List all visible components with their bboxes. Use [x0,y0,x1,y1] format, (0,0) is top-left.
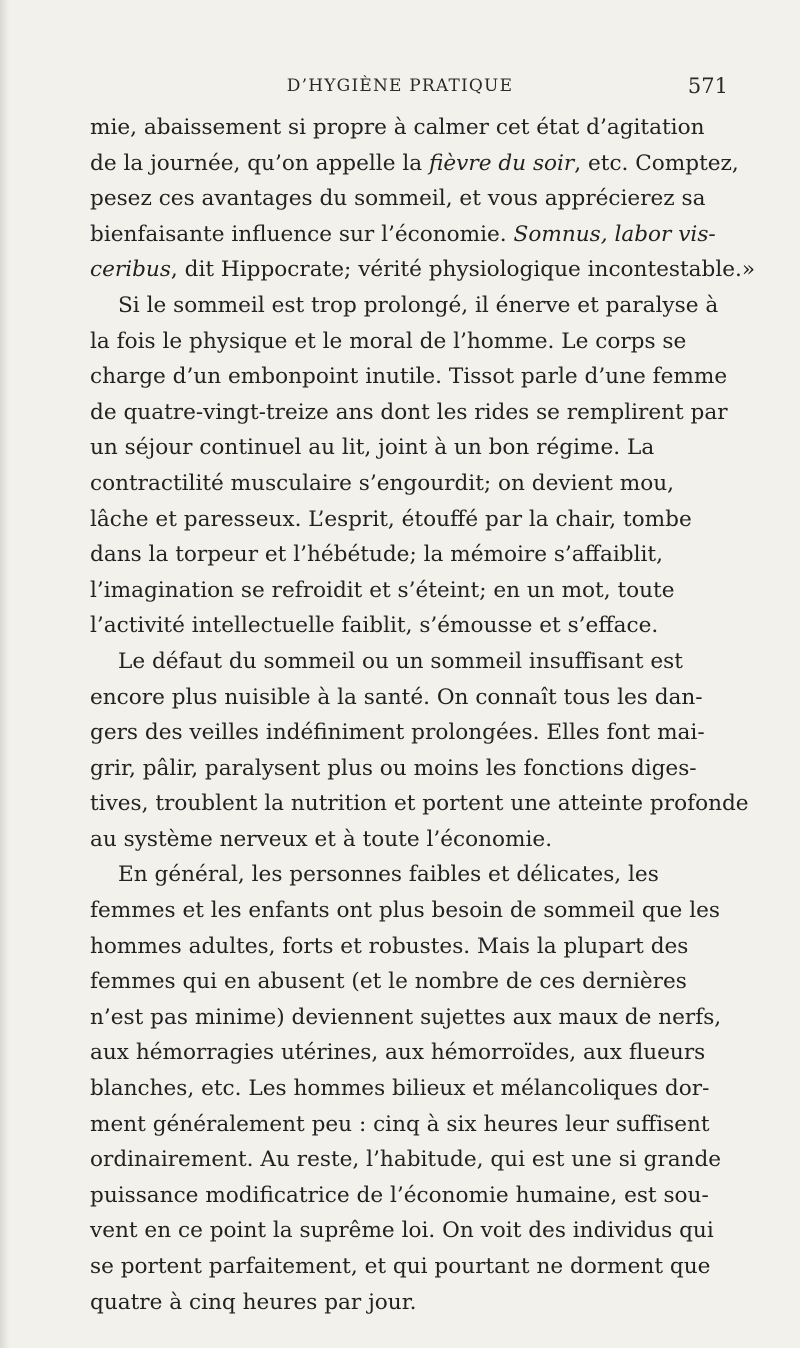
text-fragment: , etc. Comptez, [574,150,739,176]
running-head: D’HYGIÈNE PRATIQUE [286,76,514,96]
paragraph-start: Le défaut du sommeil ou un sommeil insuffisant est [118,648,683,674]
text-line: blanches, etc. Les hommes bilieux et mélancoliques dor- [90,1076,710,1102]
text-line: quatre à cinq heures par jour. [90,1289,417,1315]
text-line: se portent parfaitement, et qui pourtant ne dorment que [90,1254,711,1279]
paragraph-start: Si le sommeil est trop prolongé, il énerve et paralyse à [118,292,719,318]
text-line: mie, abaissement si propre à calmer cet état d’agitation [90,115,705,140]
text-line: n’est pas minime) deviennent sujettes aux maux de nerfs, [90,1004,722,1030]
italic-quote: ceribus [90,257,171,283]
text-line: charge d’un embonpoint inutile. Tissot parle d’une femme [90,364,728,390]
text-fragment: de la journée, qu’on appelle la [90,150,429,176]
text-line: au système nerveux et à toute l’économie. [90,826,553,852]
italic-quote: Somnus, labor vis- [513,221,716,247]
text-fragment: , dit Hippocrate; vérité physiologique incontestable.» [170,257,756,283]
italic-term: fièvre du soir [429,150,575,176]
text-line: hommes adultes, forts et robustes. Mais la plupart des [90,933,689,959]
text-line [90,252,756,288]
text-line: l’imagination se refroidit et s’éteint; en un mot, toute [90,577,675,603]
text-line: vent en ce point la suprême loi. On voit des individus qui [90,1218,714,1244]
text-fragment: bienfaisante influence sur l’économie. [90,221,514,247]
text-line: gers des veilles indéfiniment prolongées. Elles font mai- [90,720,705,746]
text-line: de quatre-vingt-treize ans dont les rides se remplirent par [90,399,728,425]
text-line: femmes qui en abusent (et le nombre de ces dernières [90,969,687,995]
text-line: ment généralement peu : cinq à six heures leur suffisent [90,1111,710,1137]
body-text [90,110,756,1320]
text-line: contractilité musculaire s’engourdit; on devient mou, [90,470,674,496]
text-line: grir, pâlir, paralysent plus ou moins les fonctions diges- [90,755,697,781]
page-binding-edge [0,0,10,1348]
text-line: ordinairement. Au reste, l’habitude, qui est une si grande [90,1147,722,1173]
text-line: tives, troublent la nutrition et portent une atteinte profonde [90,791,749,817]
text-line: puissance modificatrice de l’économie humaine, est sou- [90,1182,709,1208]
text-line: aux hémorragies utérines, aux hémorroïdes, aux flueurs [90,1040,706,1066]
text-line: dans la torpeur et l’hébétude; la mémoire s’affaiblit, [90,542,663,568]
text-line [90,146,739,182]
text-line: un séjour continuel au lit, joint à un bon régime. La [90,435,655,461]
text-line: lâche et paresseux. L’esprit, étouffé par la chair, tombe [90,506,692,532]
text-line: l’activité intellectuelle faiblit, s’émousse et s’efface. [90,613,659,639]
page-header [72,76,728,104]
text-line: femmes et les enfants ont plus besoin de sommeil que les [90,898,720,924]
text-line: encore plus nuisible à la santé. On connaît tous les dan- [90,684,703,710]
text-line: la fois le physique et le moral de l’homme. Le corps se [90,328,687,354]
paragraph-start: En général, les personnes faibles et délicates, les [118,862,659,888]
page-number: 571 [687,74,728,98]
text-line: pesez ces avantages du sommeil, et vous apprécierez sa [90,186,706,212]
text-line [90,217,720,253]
